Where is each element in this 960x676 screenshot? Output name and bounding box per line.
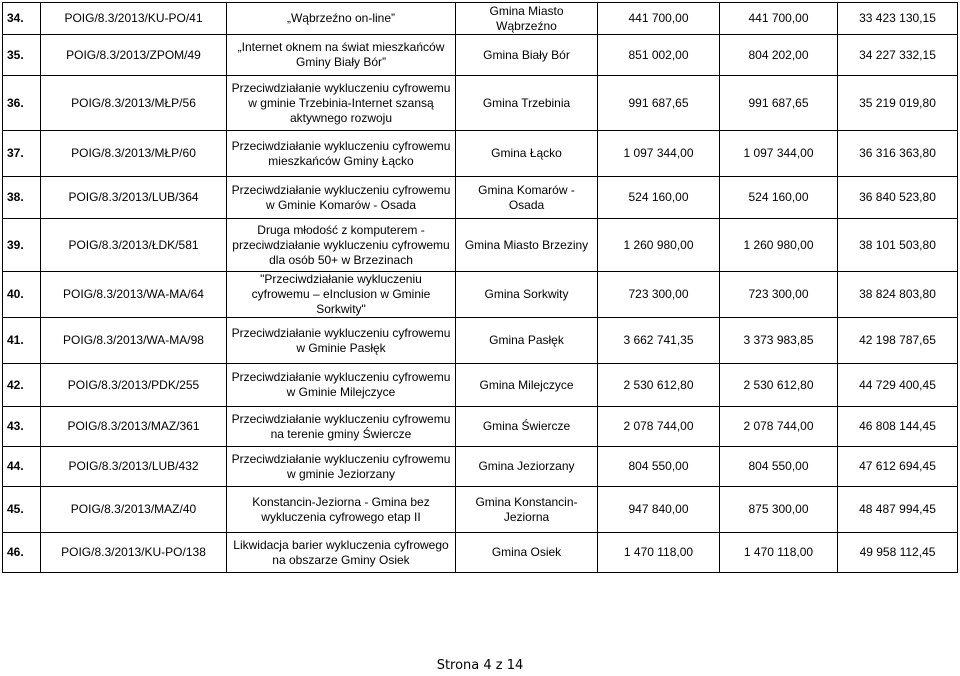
project-code-cell: POIG/8.3/2013/LUB/432 xyxy=(41,447,227,487)
eligible-value-cell: 2 078 744,00 xyxy=(720,407,838,447)
project-title-cell: Konstancin-Jeziorna - Gmina bez wykluczenia cyfrowego etap II xyxy=(227,487,456,533)
table-row xyxy=(3,487,958,533)
beneficiary-cell: Gmina Trzebinia xyxy=(456,76,598,131)
total-value-cell: 524 160,00 xyxy=(598,177,720,219)
project-title-cell: Przeciwdziałanie wykluczeniu cyfrowemu w gminie Jeziorzany xyxy=(227,447,456,487)
beneficiary-cell: Gmina Konstancin-Jeziorna xyxy=(456,487,598,533)
total-value-cell: 441 700,00 xyxy=(598,3,720,35)
table-row xyxy=(3,272,958,318)
row-number-cell: 37. xyxy=(3,131,41,177)
eligible-value-cell: 2 530 612,80 xyxy=(720,364,838,407)
total-value-cell: 723 300,00 xyxy=(598,272,720,318)
beneficiary-cell: Gmina Biały Bór xyxy=(456,35,598,76)
total-value-cell: 804 550,00 xyxy=(598,447,720,487)
project-code-cell: POIG/8.3/2013/WA-MA/98 xyxy=(41,318,227,364)
eligible-value-cell: 441 700,00 xyxy=(720,3,838,35)
project-title-cell: Przeciwdziałanie wykluczeniu cyfrowemu na terenie gminy Świercze xyxy=(227,407,456,447)
project-title-cell: „Wąbrzeźno on-line” xyxy=(227,3,456,35)
row-number-cell: 35. xyxy=(3,35,41,76)
row-number-cell: 46. xyxy=(3,533,41,573)
table-row xyxy=(3,76,958,131)
beneficiary-cell: Gmina Osiek xyxy=(456,533,598,573)
project-code-cell: POIG/8.3/2013/KU-PO/41 xyxy=(41,3,227,35)
eligible-value-cell: 1 097 344,00 xyxy=(720,131,838,177)
project-title-cell: Przeciwdziałanie wykluczeniu cyfrowemu w Gminie Milejczyce xyxy=(227,364,456,407)
cumulative-funding-cell: 42 198 787,65 xyxy=(838,318,958,364)
eligible-value-cell: 991 687,65 xyxy=(720,76,838,131)
cumulative-funding-cell: 49 958 112,45 xyxy=(838,533,958,573)
total-value-cell: 2 530 612,80 xyxy=(598,364,720,407)
row-number-cell: 39. xyxy=(3,219,41,272)
table-row xyxy=(3,131,958,177)
total-value-cell: 991 687,65 xyxy=(598,76,720,131)
total-value-cell: 1 470 118,00 xyxy=(598,533,720,573)
table-body xyxy=(3,3,958,573)
table-row xyxy=(3,219,958,272)
project-title-cell: Druga młodość z komputerem - przeciwdziałanie wykluczeniu cyfrowemu dla osób 50+ w Brzezinach xyxy=(227,219,456,272)
total-value-cell: 1 260 980,00 xyxy=(598,219,720,272)
table-row xyxy=(3,364,958,407)
eligible-value-cell: 875 300,00 xyxy=(720,487,838,533)
project-code-cell: POIG/8.3/2013/LUB/364 xyxy=(41,177,227,219)
project-code-cell: POIG/8.3/2013/MAZ/361 xyxy=(41,407,227,447)
cumulative-funding-cell: 36 316 363,80 xyxy=(838,131,958,177)
row-number-cell: 42. xyxy=(3,364,41,407)
cumulative-funding-cell: 38 101 503,80 xyxy=(838,219,958,272)
cumulative-funding-cell: 44 729 400,45 xyxy=(838,364,958,407)
project-title-cell: Przeciwdziałanie wykluczeniu cyfrowemu w Gminie Pasłęk xyxy=(227,318,456,364)
beneficiary-cell: Gmina Pasłęk xyxy=(456,318,598,364)
project-title-cell: "Przeciwdziałanie wykluczeniu cyfrowemu – eInclusion w Gminie Sorkwity" xyxy=(227,272,456,318)
table-row xyxy=(3,533,958,573)
table-row xyxy=(3,447,958,487)
project-code-cell: POIG/8.3/2013/ŁDK/581 xyxy=(41,219,227,272)
table-row xyxy=(3,35,958,76)
beneficiary-cell: Gmina Milejczyce xyxy=(456,364,598,407)
project-code-cell: POIG/8.3/2013/MŁP/56 xyxy=(41,76,227,131)
eligible-value-cell: 804 202,00 xyxy=(720,35,838,76)
cumulative-funding-cell: 38 824 803,80 xyxy=(838,272,958,318)
row-number-cell: 45. xyxy=(3,487,41,533)
row-number-cell: 36. xyxy=(3,76,41,131)
eligible-value-cell: 1 470 118,00 xyxy=(720,533,838,573)
cumulative-funding-cell: 33 423 130,15 xyxy=(838,3,958,35)
beneficiary-cell: Gmina Jeziorzany xyxy=(456,447,598,487)
project-title-cell: Przeciwdziałanie wykluczeniu cyfrowemu w gminie Trzebinia-Internet szansą aktywnego rozwoju xyxy=(227,76,456,131)
project-code-cell: POIG/8.3/2013/PDK/255 xyxy=(41,364,227,407)
row-number-cell: 44. xyxy=(3,447,41,487)
row-number-cell: 40. xyxy=(3,272,41,318)
cumulative-funding-cell: 35 219 019,80 xyxy=(838,76,958,131)
table-row xyxy=(3,177,958,219)
project-title-cell: Przeciwdziałanie wykluczeniu cyfrowemu w Gminie Komarów - Osada xyxy=(227,177,456,219)
row-number-cell: 43. xyxy=(3,407,41,447)
table-row xyxy=(3,3,958,35)
eligible-value-cell: 723 300,00 xyxy=(720,272,838,318)
projects-table xyxy=(2,2,958,573)
cumulative-funding-cell: 46 808 144,45 xyxy=(838,407,958,447)
project-code-cell: POIG/8.3/2013/KU-PO/138 xyxy=(41,533,227,573)
cumulative-funding-cell: 48 487 994,45 xyxy=(838,487,958,533)
project-code-cell: POIG/8.3/2013/MAZ/40 xyxy=(41,487,227,533)
eligible-value-cell: 804 550,00 xyxy=(720,447,838,487)
row-number-cell: 41. xyxy=(3,318,41,364)
project-code-cell: POIG/8.3/2013/WA-MA/64 xyxy=(41,272,227,318)
total-value-cell: 3 662 741,35 xyxy=(598,318,720,364)
cumulative-funding-cell: 36 840 523,80 xyxy=(838,177,958,219)
beneficiary-cell: Gmina Sorkwity xyxy=(456,272,598,318)
table-row xyxy=(3,318,958,364)
project-title-cell: Przeciwdziałanie wykluczeniu cyfrowemu mieszkańców Gminy Łącko xyxy=(227,131,456,177)
total-value-cell: 851 002,00 xyxy=(598,35,720,76)
total-value-cell: 1 097 344,00 xyxy=(598,131,720,177)
beneficiary-cell: Gmina Świercze xyxy=(456,407,598,447)
project-code-cell: POIG/8.3/2013/ZPOM/49 xyxy=(41,35,227,76)
row-number-cell: 34. xyxy=(3,3,41,35)
cumulative-funding-cell: 47 612 694,45 xyxy=(838,447,958,487)
table-row xyxy=(3,407,958,447)
page-number: Strona 4 z 14 xyxy=(436,658,524,673)
total-value-cell: 947 840,00 xyxy=(598,487,720,533)
cumulative-funding-cell: 34 227 332,15 xyxy=(838,35,958,76)
row-number-cell: 38. xyxy=(3,177,41,219)
project-title-cell: „Internet oknem na świat mieszkańców Gminy Biały Bór” xyxy=(227,35,456,76)
eligible-value-cell: 3 373 983,85 xyxy=(720,318,838,364)
project-code-cell: POIG/8.3/2013/MŁP/60 xyxy=(41,131,227,177)
beneficiary-cell: Gmina Miasto Brzeziny xyxy=(456,219,598,272)
eligible-value-cell: 1 260 980,00 xyxy=(720,219,838,272)
beneficiary-cell: Gmina Komarów - Osada xyxy=(456,177,598,219)
eligible-value-cell: 524 160,00 xyxy=(720,177,838,219)
beneficiary-cell: Gmina Miasto Wąbrzeźno xyxy=(456,3,598,35)
beneficiary-cell: Gmina Łącko xyxy=(456,131,598,177)
total-value-cell: 2 078 744,00 xyxy=(598,407,720,447)
project-title-cell: Likwidacja barier wykluczenia cyfrowego na obszarze Gminy Osiek xyxy=(227,533,456,573)
